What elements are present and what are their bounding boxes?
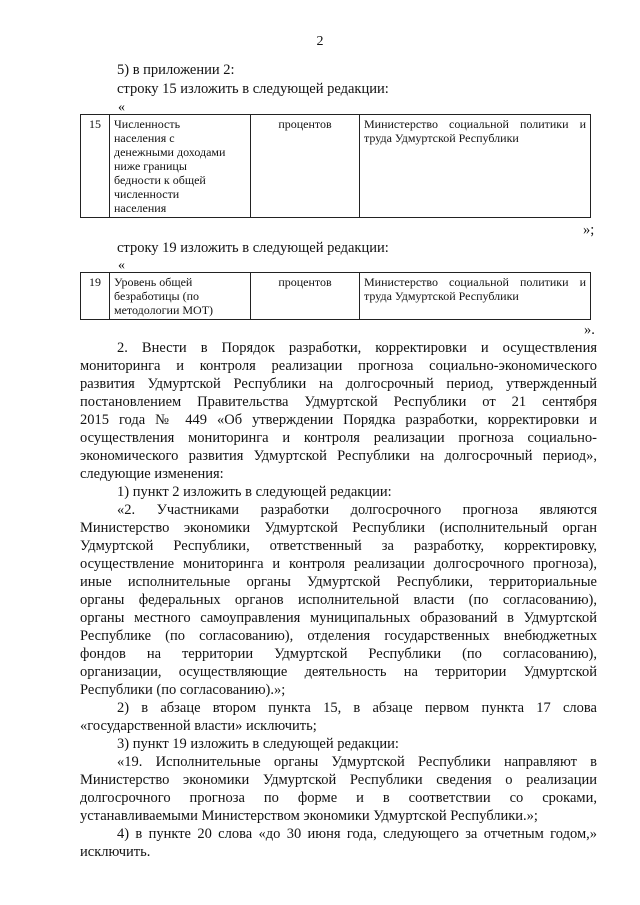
body-line: «государственной власти» исключить; <box>80 718 317 734</box>
body-line: следующие изменения: <box>80 466 224 482</box>
body-line: исключить. <box>80 844 151 860</box>
close-quote-2: ». <box>584 322 595 338</box>
indicator-name-line: бедности к общей <box>114 173 206 187</box>
indicator-name-line: безработицы (по <box>114 289 200 303</box>
body-line: 1) пункт 2 изложить в следующей редакции: <box>117 484 392 500</box>
body-line: «19. Исполнительные органы Удмуртской Республики направляют в <box>117 754 597 770</box>
body-line: Республике (по согласованию), отделения государственных внебюджетных <box>80 628 597 644</box>
body-line: органы местного самоуправления муниципальных образований в Удмуртской <box>80 610 597 626</box>
body-line: органы федеральных органов исполнительной власти (по согласованию), <box>80 592 597 608</box>
indicator-name-line: численности <box>114 187 180 201</box>
page-number: 2 <box>316 34 324 49</box>
unit-cell: процентов <box>251 115 360 218</box>
table-row <box>81 115 591 218</box>
body-line: устанавливаемыми Министерством экономики Удмуртской Республики.»; <box>80 808 538 824</box>
intro-line-2: строку 15 изложить в следующей редакции: <box>117 81 389 97</box>
indicator-name <box>110 115 251 218</box>
body-line: «2. Участниками разработки долгосрочного прогноза являются <box>117 502 597 518</box>
table-row <box>81 273 591 320</box>
indicator-name-line: методологии МОТ) <box>114 303 214 317</box>
body-line: Министерство экономики Удмуртской Республики (исполнительный орган <box>80 520 597 536</box>
indicator-name-line: ниже границы <box>114 159 187 173</box>
responsible-org: Министерство социальной политики и труда Удмуртской Республики <box>360 273 591 320</box>
row-number: 15 <box>81 115 110 218</box>
body-line: фондов на территории Удмуртской Республики (по согласованию), <box>80 646 597 662</box>
indicator-table-row-15 <box>80 114 591 218</box>
body-line: организации, осуществляющие деятельность на территории Удмуртской <box>80 664 597 680</box>
indicator-name-line: населения <box>114 201 167 215</box>
row-number: 19 <box>81 273 110 320</box>
body-line: иные исполнительные органы Удмуртской Республики, территориальные <box>80 574 597 590</box>
body-line: Республики (по согласованию).»; <box>80 682 286 698</box>
body-line: осуществление мониторинга и контроля реализации долгосрочного прогноза), <box>80 556 597 572</box>
body-line: 3) пункт 19 изложить в следующей редакции: <box>117 736 399 752</box>
indicator-name-line: Численность <box>114 117 181 131</box>
indicator-name-line: денежными доходами <box>114 145 226 159</box>
body-line: Удмуртской Республики, ответственный за разработку, корректировку, <box>80 538 597 554</box>
intro-line-1: 5) в приложении 2: <box>117 62 235 78</box>
indicator-name-line: Уровень общей <box>114 275 193 289</box>
body-line: осуществления мониторинга и контроля реализации прогноза социально- <box>80 430 597 446</box>
close-quote-1: »; <box>583 222 595 238</box>
body-line: экономического развития Удмуртской Республики на долгосрочный период», <box>80 448 597 464</box>
body-line: долгосрочного прогноза по форме и в соответствии со сроками, <box>80 790 597 806</box>
indicator-name <box>110 273 251 320</box>
body-line: развития Удмуртской Республики на долгосрочный период, утвержденный <box>80 376 597 392</box>
open-quote-2: « <box>118 258 125 273</box>
body-line: 2. Внести в Порядок разработки, корректировки и осуществления <box>117 340 597 356</box>
indicator-table-row-19 <box>80 272 591 320</box>
indicator-name-line: населения с <box>114 131 175 145</box>
body-line: 2015 года № 449 «Об утверждении Порядка разработки, корректировки и <box>80 412 597 428</box>
body-line: постановлением Правительства Удмуртской Республики от 21 сентября <box>80 394 597 410</box>
responsible-org: Министерство социальной политики и труда Удмуртской Республики <box>360 115 591 218</box>
mid-line: строку 19 изложить в следующей редакции: <box>117 240 389 256</box>
body-line: Министерство экономики Удмуртской Республики сведения о реализации <box>80 772 597 788</box>
body-line: мониторинга и контроля реализации прогноза социально-экономического <box>80 358 597 374</box>
body-line: 4) в пункте 20 слова «до 30 июня года, следующего за отчетным годом,» <box>117 826 597 842</box>
body-line: 2) в абзаце втором пункта 15, в абзаце первом пункта 17 слова <box>117 700 597 716</box>
unit-cell: процентов <box>251 273 360 320</box>
open-quote-1: « <box>118 100 125 115</box>
